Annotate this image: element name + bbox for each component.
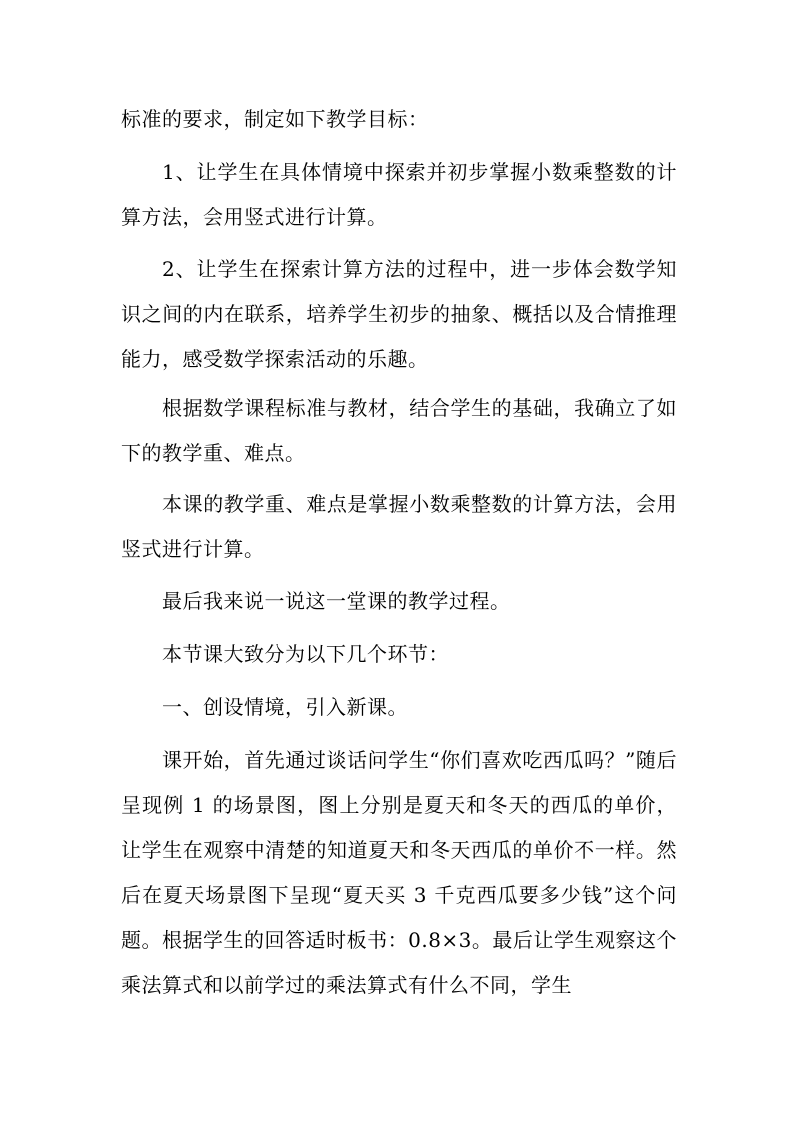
section-heading-1: 一、创设情境，引入新课。	[162, 695, 408, 719]
paragraph-goals-intro: 标准的要求，制定如下教学目标：	[121, 107, 429, 131]
paragraph-goal-1: 1、让学生在具体情境中探索并初步掌握小数乘整数的计算方法，会用竖式进行计算。	[121, 160, 677, 229]
paragraph-goal-2: 2、让学生在探索计算方法的过程中，进一步体会数学知识之间的内在联系，培养学生初步的抽象、概括以及合情推理能力，感受数学探索活动的乐趣。	[121, 257, 677, 371]
paragraph-key-points-intro: 根据数学课程标准与教材，结合学生的基础，我确立了如下的教学重、难点。	[121, 396, 677, 465]
paragraph-sections-intro: 本节课大致分为以下几个环节：	[162, 642, 449, 666]
paragraph-key-points: 本课的教学重、难点是掌握小数乘整数的计算方法，会用竖式进行计算。	[121, 492, 677, 561]
paragraph-lesson-start: 课开始，首先通过谈话问学生“你们喜欢吃西瓜吗？”随后呈现例 1 的场景图，图上分别是夏天和冬天的西瓜的单价，让学生在观察中清楚的知道夏天和冬天西瓜的单价不一样。然后在夏天场景图下呈现“夏天买 3 千克西瓜要多少钱”这个问题。根据学生的回答适时板书：0.8×3。最后让学生观察这个乘法算式和以前学过的乘法算式有什么不同，学生	[121, 748, 677, 997]
paragraph-process-intro: 最后我来说一说这一堂课的教学过程。	[162, 589, 511, 613]
